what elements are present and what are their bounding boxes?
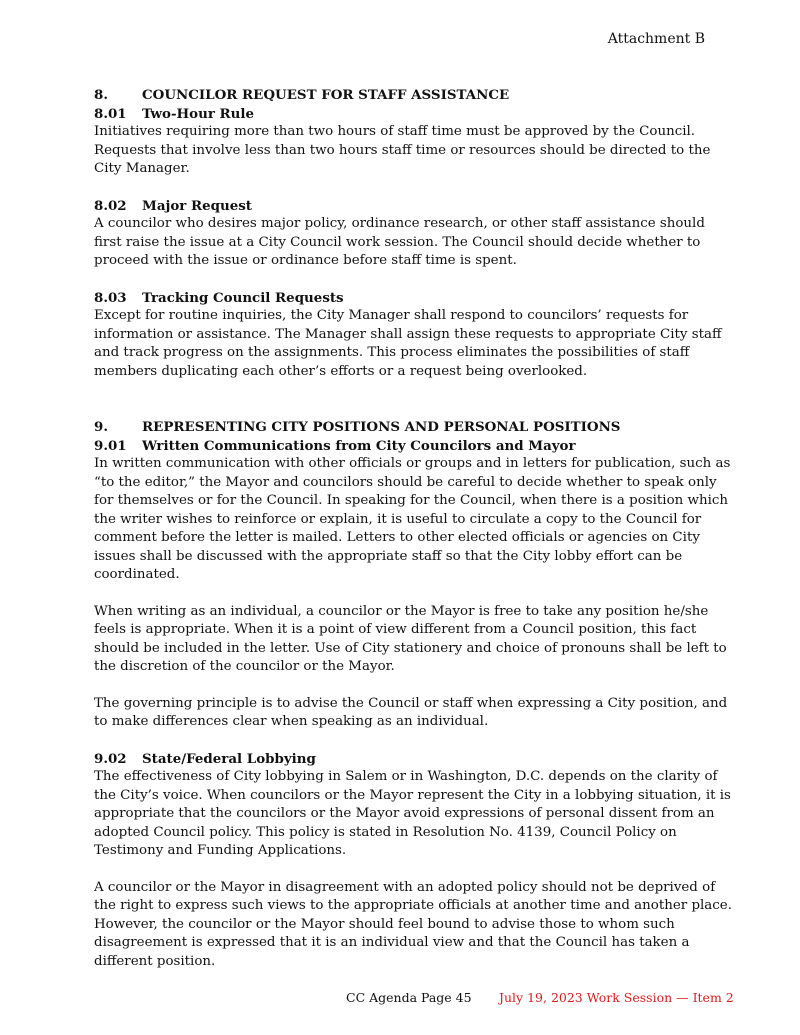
- subsection-9-01-heading: [94, 437, 734, 456]
- subsection-title: Two-Hour Rule: [142, 105, 255, 122]
- subsection-9-02-paragraph-1: The effectiveness of City lobbying in Salem or in Washington, D.C. depends on the clarity of the City’s voice. When councilors or the Mayor represent the City in a lobbying situation, it is appropriate that the councilors or the Mayor avoid expressions of personal dissent from an adopted Council policy. This policy is stated in Resolution No. 4139, Council Policy on Testimony and Funding Applications.: [94, 769, 731, 858]
- work-session-label: July 19, 2023 Work Session — Item 2: [499, 990, 734, 1005]
- section-number: 9.: [94, 419, 108, 435]
- document-body: [94, 86, 734, 971]
- subsection-8-01-heading: [94, 105, 734, 124]
- subsection-8-02-text: A councilor who desires major policy, ordinance research, or other staff assistance should first raise the issue at a City Council work session. The Council should decide whether to proceed with the issue or ordinance before staff time is spent.: [94, 216, 705, 268]
- subsection-9-01-paragraph-1: In written communication with other officials or groups and in letters for publication, such as “to the editor,” the Mayor and councilors should be careful to decide whether to speak only for themselves or for the Council. In speaking for the Council, when there is a position which the writer wishes to reinforce or explain, it is useful to circulate a copy to the Council for comment before the letter is mailed. Letters to other elected officials or agencies on City issues shall be discussed with the appropriate staff so that the City lobby effort can be coordinated.: [94, 456, 731, 582]
- section-title: COUNCILOR REQUEST FOR STAFF ASSISTANCE: [142, 87, 510, 103]
- subsection-number: 8.01: [94, 105, 127, 122]
- subsection-8-03-heading: [94, 289, 734, 308]
- subsection-8-01-text: Initiatives requiring more than two hours of staff time must be approved by the Council. Requests that involve less than two hours staff time or resources should be directed to the City Manager.: [94, 124, 711, 176]
- subsection-number: 8.02: [94, 197, 127, 214]
- subsection-title: State/Federal Lobbying: [142, 750, 316, 767]
- subsection-number: 8.03: [94, 289, 127, 306]
- section-number: 8.: [94, 87, 108, 103]
- section-8-heading: [94, 86, 734, 105]
- subsection-title: Written Communications from City Councilors and Mayor: [142, 437, 576, 454]
- subsection-9-01-paragraph-3: The governing principle is to advise the Council or staff when expressing a City position, and to make differences clear when speaking as an individual.: [94, 695, 728, 729]
- subsection-title: Major Request: [142, 197, 252, 214]
- subsection-number: 9.02: [94, 750, 127, 767]
- subsection-number: 9.01: [94, 437, 127, 454]
- subsection-9-02-heading: [94, 750, 734, 769]
- subsection-title: Tracking Council Requests: [142, 289, 344, 306]
- subsection-9-01-paragraph-2: When writing as an individual, a councilor or the Mayor is free to take any position he/she feels is appropriate. When it is a point of view different from a Council position, this fact should be included in the letter. Use of City stationery and choice of pronouns shall be left to the discretion of the councilor or the Mayor.: [94, 603, 727, 674]
- section-9-heading: [94, 418, 734, 437]
- section-title: REPRESENTING CITY POSITIONS AND PERSONAL POSITIONS: [142, 419, 621, 435]
- attachment-label: Attachment B: [607, 31, 705, 47]
- agenda-page-number: CC Agenda Page 45: [346, 990, 472, 1005]
- subsection-9-02-paragraph-2: A councilor or the Mayor in disagreement with an adopted policy should not be deprived of the right to express such views to the appropriate officials at another time and another place. However, the councilor or the Mayor should feel bound to advise those to whom such disagreement is expressed that it is an individual view and that the Council has taken a different position.: [94, 879, 732, 969]
- subsection-8-02-heading: [94, 197, 734, 216]
- subsection-8-03-text: Except for routine inquiries, the City Manager shall respond to councilors’ requests for information or assistance. The Manager shall assign these requests to appropriate City staff and track progress on the assignments. This process eliminates the possibilities of staff members duplicating each other’s efforts or a request being overlooked.: [94, 308, 722, 379]
